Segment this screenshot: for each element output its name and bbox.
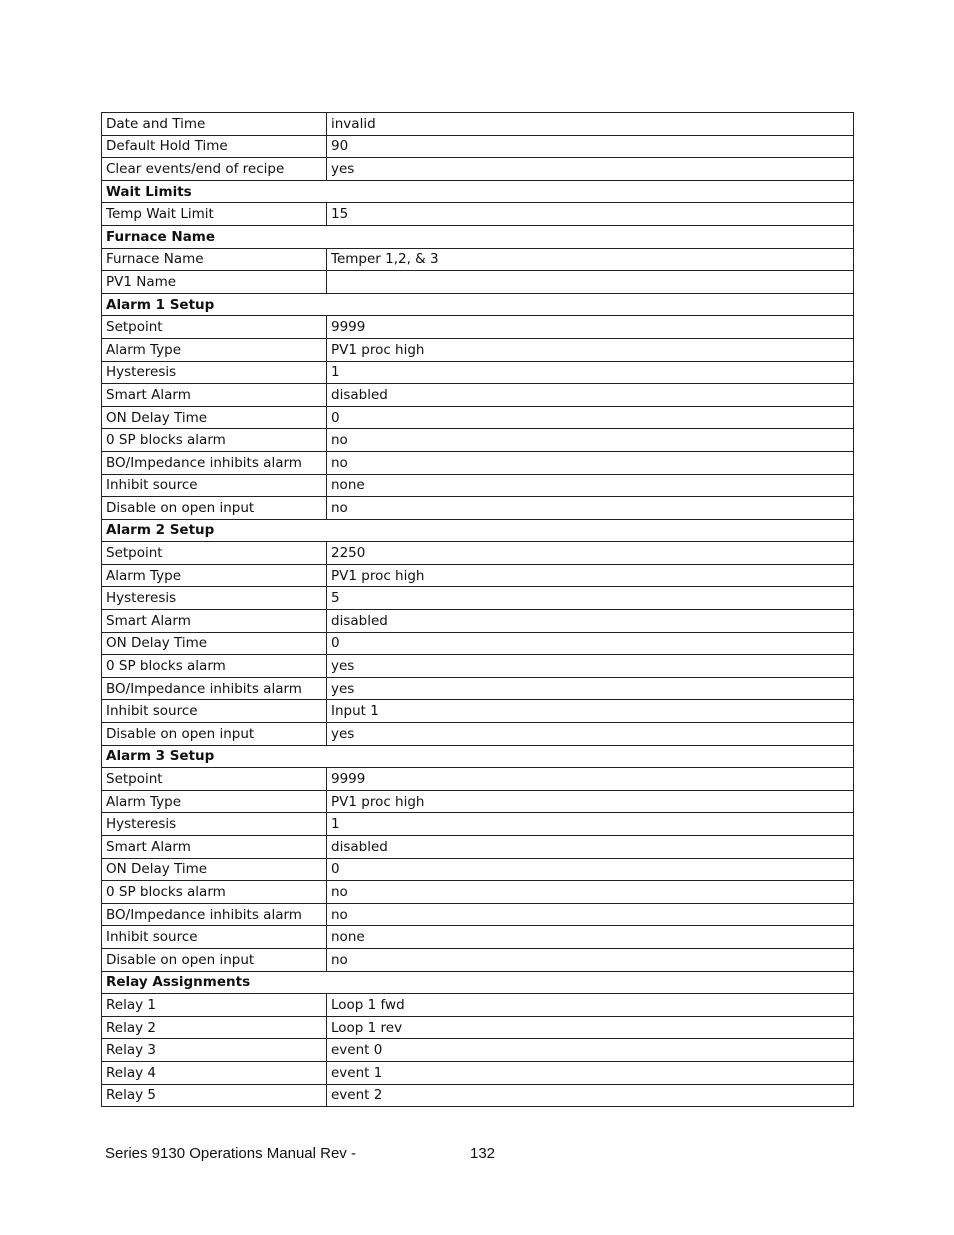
section-header-row — [102, 225, 854, 248]
table-row — [102, 723, 854, 746]
setting-label: Relay 5 — [102, 1084, 327, 1107]
setting-value: disabled — [327, 610, 854, 633]
section-header: Alarm 2 Setup — [102, 519, 854, 542]
setting-label: Setpoint — [102, 768, 327, 791]
setting-value: no — [327, 497, 854, 520]
setting-value: 15 — [327, 203, 854, 226]
setting-value: disabled — [327, 836, 854, 859]
table-row — [102, 542, 854, 565]
table-row — [102, 858, 854, 881]
table-row — [102, 316, 854, 339]
setting-value: 0 — [327, 406, 854, 429]
setting-label: 0 SP blocks alarm — [102, 655, 327, 678]
setting-label: Setpoint — [102, 542, 327, 565]
footer-page-number: 132 — [470, 1145, 496, 1162]
setting-value: Loop 1 fwd — [327, 994, 854, 1017]
setting-value: no — [327, 948, 854, 971]
setting-label: Smart Alarm — [102, 610, 327, 633]
table-row — [102, 836, 854, 859]
setting-label: 0 SP blocks alarm — [102, 429, 327, 452]
setting-value: disabled — [327, 384, 854, 407]
table-row — [102, 677, 854, 700]
setting-value: invalid — [327, 113, 854, 136]
setting-label: ON Delay Time — [102, 632, 327, 655]
settings-table — [101, 112, 854, 1107]
table-row — [102, 113, 854, 136]
table-row — [102, 429, 854, 452]
setting-label: Smart Alarm — [102, 836, 327, 859]
section-header: Alarm 3 Setup — [102, 745, 854, 768]
table-row — [102, 451, 854, 474]
setting-value: none — [327, 926, 854, 949]
section-header-row — [102, 971, 854, 994]
setting-label: Inhibit source — [102, 700, 327, 723]
setting-value: event 0 — [327, 1039, 854, 1062]
setting-label: Hysteresis — [102, 361, 327, 384]
setting-value: Temper 1,2, & 3 — [327, 248, 854, 271]
table-row — [102, 948, 854, 971]
setting-label: Disable on open input — [102, 723, 327, 746]
table-row — [102, 564, 854, 587]
table-row — [102, 384, 854, 407]
table-row — [102, 655, 854, 678]
table-row — [102, 903, 854, 926]
setting-value — [327, 271, 854, 294]
setting-label: Alarm Type — [102, 790, 327, 813]
table-row — [102, 474, 854, 497]
table-row — [102, 406, 854, 429]
setting-value: no — [327, 451, 854, 474]
setting-label: Temp Wait Limit — [102, 203, 327, 226]
table-row — [102, 1039, 854, 1062]
setting-value: 2250 — [327, 542, 854, 565]
setting-label: Relay 1 — [102, 994, 327, 1017]
setting-label: Smart Alarm — [102, 384, 327, 407]
setting-label: Default Hold Time — [102, 135, 327, 158]
setting-value: 0 — [327, 632, 854, 655]
setting-value: PV1 proc high — [327, 564, 854, 587]
setting-value: yes — [327, 158, 854, 181]
setting-label: Date and Time — [102, 113, 327, 136]
setting-label: Inhibit source — [102, 926, 327, 949]
setting-label: Hysteresis — [102, 587, 327, 610]
table-row — [102, 813, 854, 836]
setting-value: event 2 — [327, 1084, 854, 1107]
table-row — [102, 271, 854, 294]
setting-label: BO/Impedance inhibits alarm — [102, 677, 327, 700]
setting-value: 1 — [327, 361, 854, 384]
setting-value: yes — [327, 655, 854, 678]
setting-label: Relay 3 — [102, 1039, 327, 1062]
section-header-row — [102, 293, 854, 316]
table-row — [102, 338, 854, 361]
footer-manual-title: Series 9130 Operations Manual Rev - — [105, 1145, 356, 1162]
setting-label: Setpoint — [102, 316, 327, 339]
setting-label: Relay 4 — [102, 1061, 327, 1084]
setting-value: no — [327, 903, 854, 926]
table-row — [102, 700, 854, 723]
setting-label: 0 SP blocks alarm — [102, 881, 327, 904]
setting-label: BO/Impedance inhibits alarm — [102, 903, 327, 926]
setting-label: PV1 Name — [102, 271, 327, 294]
setting-label: Inhibit source — [102, 474, 327, 497]
table-row — [102, 158, 854, 181]
setting-value: no — [327, 429, 854, 452]
setting-value: none — [327, 474, 854, 497]
setting-value: event 1 — [327, 1061, 854, 1084]
section-header-row — [102, 745, 854, 768]
section-header: Wait Limits — [102, 180, 854, 203]
setting-label: ON Delay Time — [102, 406, 327, 429]
table-row — [102, 587, 854, 610]
table-row — [102, 361, 854, 384]
table-row — [102, 881, 854, 904]
section-header: Relay Assignments — [102, 971, 854, 994]
setting-label: BO/Impedance inhibits alarm — [102, 451, 327, 474]
setting-value: 9999 — [327, 316, 854, 339]
setting-value: yes — [327, 677, 854, 700]
table-row — [102, 994, 854, 1017]
setting-value: 9999 — [327, 768, 854, 791]
section-header: Alarm 1 Setup — [102, 293, 854, 316]
table-row — [102, 497, 854, 520]
table-row — [102, 135, 854, 158]
table-row — [102, 1016, 854, 1039]
setting-label: Clear events/end of recipe — [102, 158, 327, 181]
table-row — [102, 610, 854, 633]
setting-label: Relay 2 — [102, 1016, 327, 1039]
settings-table-body — [102, 113, 854, 1107]
section-header: Furnace Name — [102, 225, 854, 248]
table-row — [102, 1084, 854, 1107]
setting-value: 5 — [327, 587, 854, 610]
setting-label: Alarm Type — [102, 338, 327, 361]
setting-value: 1 — [327, 813, 854, 836]
section-header-row — [102, 519, 854, 542]
setting-value: PV1 proc high — [327, 338, 854, 361]
setting-label: Hysteresis — [102, 813, 327, 836]
setting-value: Loop 1 rev — [327, 1016, 854, 1039]
table-row — [102, 926, 854, 949]
setting-value: 90 — [327, 135, 854, 158]
setting-value: Input 1 — [327, 700, 854, 723]
table-row — [102, 790, 854, 813]
setting-value: yes — [327, 723, 854, 746]
setting-value: no — [327, 881, 854, 904]
table-row — [102, 632, 854, 655]
setting-value: 0 — [327, 858, 854, 881]
setting-label: ON Delay Time — [102, 858, 327, 881]
section-header-row — [102, 180, 854, 203]
table-row — [102, 248, 854, 271]
table-row — [102, 1061, 854, 1084]
setting-label: Furnace Name — [102, 248, 327, 271]
setting-value: PV1 proc high — [327, 790, 854, 813]
table-row — [102, 768, 854, 791]
setting-label: Disable on open input — [102, 948, 327, 971]
setting-label: Disable on open input — [102, 497, 327, 520]
setting-label: Alarm Type — [102, 564, 327, 587]
table-row — [102, 203, 854, 226]
